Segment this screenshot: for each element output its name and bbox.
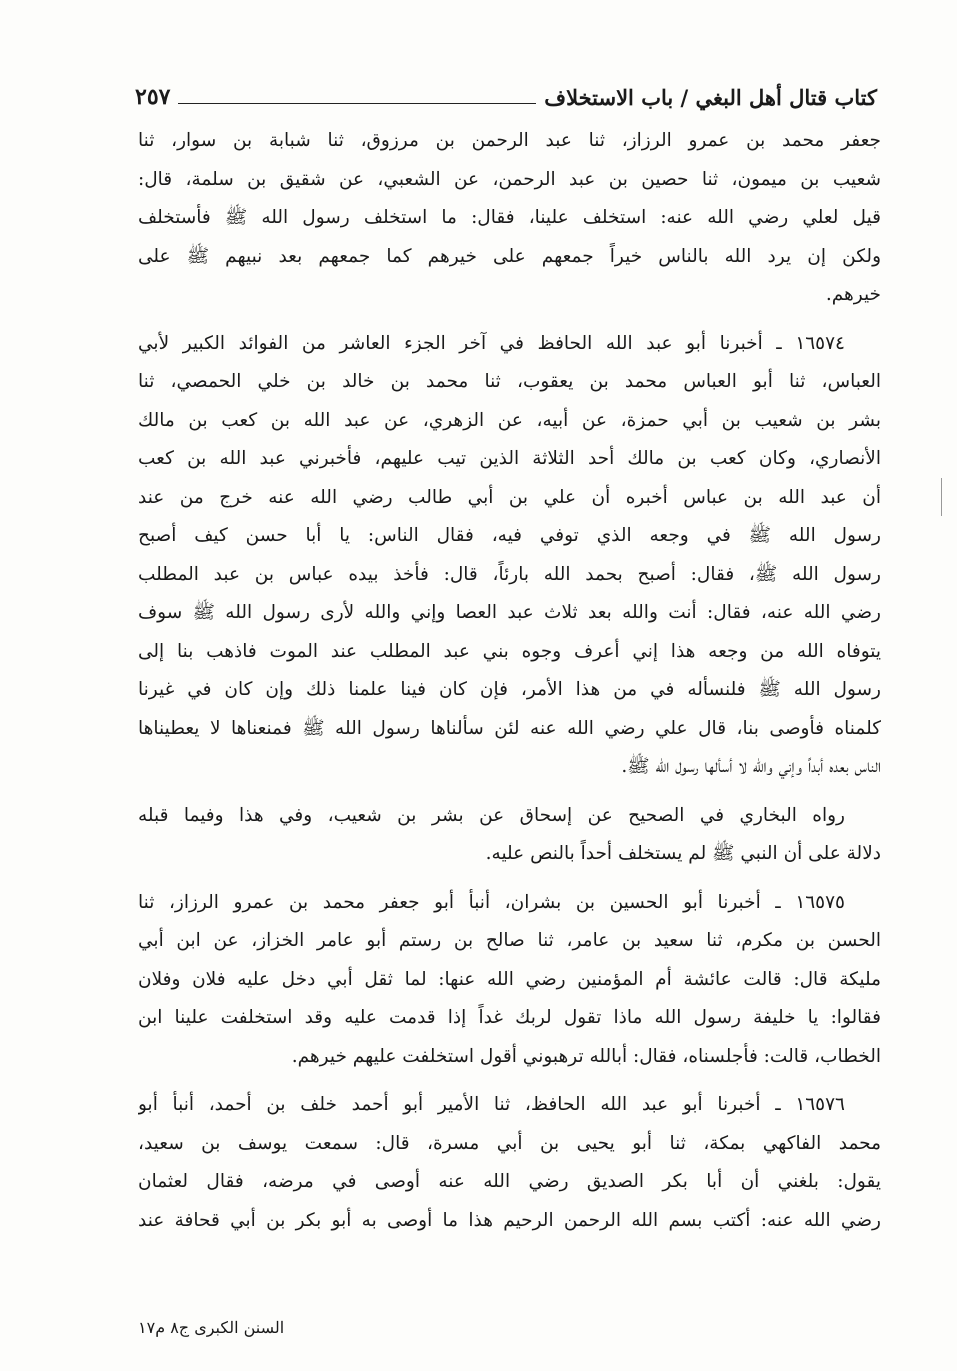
text-line: الخطاب، قالت: فأجلسناه، فقال: أبالله ترهبوني أقول استخلفت عليهم خيرهم. xyxy=(291,1045,881,1067)
paragraph xyxy=(138,122,881,315)
binding-mark xyxy=(941,478,942,516)
text-line: ولكن إن يرد الله بالناس خيراً جمعهم على خيرهم كما جمعهم بعد نبيهم ﷺ على xyxy=(138,245,881,267)
text-line: بشر بن شعيب بن أبي حمزة، عن أبيه، عن الزهري، عن عبد الله بن كعب بن مالك xyxy=(138,409,881,431)
text-line: ١٦٥٧٥ ـ أخبرنا أبو الحسين بن بشران، أنبأ أبو جعفر محمد بن عمرو الرزاز، ثنا xyxy=(138,891,845,913)
paragraph-hadith-16576 xyxy=(138,1086,881,1240)
text-line: رسول الله ﷺ في وجعه الذي توفي فيه، فقال الناس: يا أبا حسن كيف أصبح xyxy=(138,525,881,546)
text-line: مليكة قال: قالت عائشة أم المؤمنين رضي الله عنها: لما ثقل أبي دخل عليه فلان وفلان xyxy=(138,968,881,990)
text-line: الحسن بن مكرم، ثنا سعيد بن عامر، ثنا صالح بن رستم أبو عامر الخزاز، عن ابن أبي xyxy=(138,930,881,951)
text-line: فقالوا: يا خليفة رسول الله ماذا تقول لربك غداً إذا قدمت عليه وقد استخلفت علينا ابن xyxy=(138,1007,881,1028)
paragraph-hadith-16575 xyxy=(138,884,881,1077)
text-line: ١٦٥٧٤ ـ أخبرنا أبو عبد الله الحافظ في آخر الجزء العاشر من الفوائد الكبير لأبي xyxy=(138,332,845,354)
text-line: رواه البخاري في الصحيح عن إسحاق عن بشر بن شعيب، وفي هذا وفيما قبله xyxy=(138,804,845,826)
body-text xyxy=(138,122,881,1240)
text-line: رضي الله عنه: أكتب بسم الله الرحمن الرحيم هذا ما أوصى به أبو بكر بن أبي قحافة عند xyxy=(138,1209,881,1231)
text-line: قيل لعلي رضي الله عنه: استخلف علينا، فقال: ما استخلف رسول الله ﷺ فأستخلف xyxy=(138,207,881,228)
text-line: شعيب بن ميمون، ثنا حصين بن عبد الرحمن، عن الشعبي، عن شقيق بن سلمة، قال: xyxy=(138,168,881,190)
text-line: الأنصاري، وكان كعب بن مالك أحد الثلاثة الذين تيب عليهم، فأخبرني عبد الله بن كعب xyxy=(138,448,881,469)
text-line: محمد الفاكهي بمكة، ثنا أبو يحيى بن أبي مسرة، قال: سمعت يوسف بن سعيد، xyxy=(138,1132,881,1154)
page-number: ٢٥٧ xyxy=(135,84,171,110)
text-line: يتوفاه الله من وجعه هذا إني أعرف وجوه بني عبد المطلب عند الموت فاذهب بنا إلى xyxy=(138,640,881,662)
running-header xyxy=(135,70,877,110)
header-rule xyxy=(178,103,536,104)
text-line: رسول الله ﷺ فلنسأله في من هذا الأمر، فإن كان فينا علمنا ذلك وإن كان في غيرنا xyxy=(138,679,881,700)
paragraph-hadith-16574 xyxy=(138,325,881,787)
footer-signature: السنن الكبرى ج٨ م١٧ xyxy=(138,1318,285,1337)
header-title: كتاب قتال أهل البغي / باب الاستخلاف xyxy=(544,85,877,110)
text-line: ١٦٥٧٦ ـ أخبرنا أبو عبد الله الحافظ، ثنا الأمير أبو أحمد خلف بن أحمد، أنبأ أبو xyxy=(138,1094,845,1115)
text-line: رضي الله عنه، فقال: أنت والله بعد ثلاث عبد العصا وإني والله لأرى رسول الله ﷺ سوف xyxy=(138,602,881,623)
text-line: العباس، ثنا أبو العباس محمد بن يعقوب، ثنا محمد بن خالد بن خلي الحمصي، ثنا xyxy=(138,371,881,392)
text-line: خيرهم. xyxy=(825,284,881,305)
text-line: جعفر محمد بن عمرو الرزاز، ثنا عبد الرحمن بن مرزوق، ثنا شبابة بن سوار، ثنا xyxy=(138,130,881,151)
text-line: الناس بعده أبداً وإني والله لا أسألها رسول الله ﷺ. xyxy=(621,756,881,777)
paragraph-commentary xyxy=(138,797,881,874)
text-line: أن عبد الله بن عباس أخبره أن علي بن أبي طالب رضي الله عنه خرج من عند xyxy=(138,486,881,508)
text-line: يقول: بلغني أن أبا بكر الصديق رضي الله عنه أوصى في مرضه، فقال لعثمان xyxy=(138,1171,881,1192)
text-line: رسول الله ﷺ، فقال: أصبح بحمد الله بارئاً، قال: فأخذ بيده عباس بن عبد المطلب xyxy=(138,563,881,585)
text-line: دلالة على أن النبي ﷺ لم يستخلف أحداً بالنص عليه. xyxy=(485,843,881,864)
text-line: كلمناه فأوصى بنا، قال علي رضي الله عنه لئن سألناها رسول الله ﷺ فمنعناها لا يعطيناها xyxy=(138,717,881,739)
